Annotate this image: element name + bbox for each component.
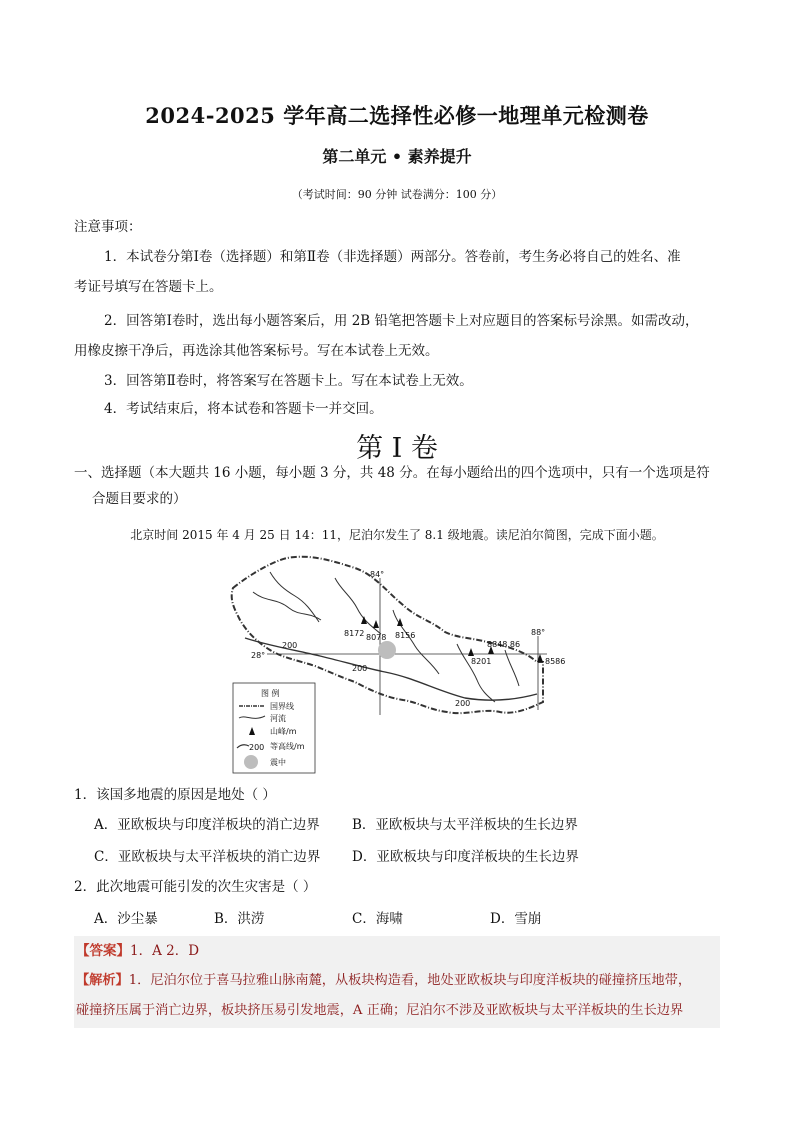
exam-meta: （考试时间：90 分钟 试卷满分：100 分） [291, 188, 503, 201]
answer-tag: 【答案】 [76, 943, 130, 959]
analysis-text-1: 1．尼泊尔位于喜马拉雅山脉南麓，从板块构造看，地处亚欧板块与印度洋板块的碰撞挤压地带， [128, 973, 692, 988]
peak-label: 8201 [471, 657, 492, 666]
peak-icon [397, 618, 403, 626]
notice-item-3: 3．回答第Ⅱ卷时，将答案写在答题卡上。写在本试卷上无效。 [104, 373, 473, 389]
notice-item-1-line-2: 考证号填写在答题卡上。 [74, 279, 223, 295]
legend-river-label: 河流 [270, 714, 286, 723]
analysis-line-2: 碰撞挤压属于消亡边界，板块挤压易引发地震，A 正确；尼泊尔不涉及亚欧板块与太平洋板块的生长边界 [76, 1003, 684, 1018]
exam-title: 2024-2025 学年高二选择性必修一地理单元检测卷 [145, 103, 649, 128]
contour-label: 200 [352, 664, 368, 673]
question-1-stem: 1．该国多地震的原因是地处（ ） [74, 787, 276, 803]
map-legend [233, 683, 315, 773]
notice-item-2-line-1: 2．回答第Ⅰ卷时，选出每小题答案后，用 2B 铅笔把答题卡上对应题目的答案标号涂黑。如需改动， [104, 313, 699, 329]
legend-border-label: 国界线 [270, 702, 294, 711]
contour-label: 200 [455, 699, 471, 708]
peak-label: 8172 [344, 629, 365, 638]
epicenter-marker [378, 641, 396, 659]
question-2-option-d: D．雪崩 [490, 911, 542, 927]
river-2 [270, 572, 319, 622]
question-2-option-a: A．沙尘暴 [94, 911, 158, 927]
question-2-option-c: C．海啸 [352, 911, 403, 927]
question-1-option-b: B．亚欧板块与太平洋板块的生长边界 [352, 817, 578, 833]
river-1 [253, 592, 321, 620]
question-1-option-c: C．亚欧板块与太平洋板块的消亡边界 [94, 849, 321, 865]
peak-label: 8848.86 [487, 640, 521, 649]
legend-epicenter-label: 震中 [270, 758, 286, 767]
legend-contour-value: 200 [249, 743, 265, 752]
lon-label-84: 84° [370, 570, 385, 579]
legend-peak-label: 山峰/m [270, 727, 297, 736]
question-2-option-b: B．洪涝 [214, 911, 265, 927]
unit-subtitle: 第二单元 • 素养提升 [322, 147, 472, 166]
question-1-option-a: A．亚欧板块与印度洋板块的消亡边界 [94, 817, 320, 833]
part-heading-line-1: 一、选择题（本大题共 16 小题，每小题 3 分，共 48 分。在每小题给出的四个选项中，只有一个选项是符 [74, 465, 710, 481]
part-heading-line-2: 合题目要求的） [92, 491, 187, 507]
notice-item-4: 4．考试结束后，将本试卷和答题卡一并交回。 [104, 401, 383, 417]
peak-label: 8078 [366, 633, 387, 642]
lon-label-88: 88° [531, 628, 546, 637]
nepal-map [225, 550, 565, 776]
contour-label: 200 [282, 641, 298, 650]
volume-heading: 第 I 卷 [356, 433, 438, 464]
question-intro: 北京时间 2015 年 4 月 25 日 14：11，尼泊尔发生了 8.1 级地震。读尼泊尔简图，完成下面小题。 [130, 528, 664, 542]
legend-epicenter-icon [244, 755, 258, 769]
legend-title: 图 例 [261, 689, 280, 698]
notice-item-2-line-2: 用橡皮擦干净后，再选涂其他答案标号。写在本试卷上无效。 [74, 343, 439, 359]
answer-line [76, 942, 199, 960]
peak-icon [468, 648, 474, 656]
notice-heading: 注意事项： [74, 219, 142, 235]
analysis-tag: 【解析】 [76, 973, 129, 988]
peak-icon [361, 616, 367, 624]
peak-label: 8586 [545, 657, 565, 666]
river-6 [505, 650, 519, 686]
answer-text: 1．A 2．D [130, 943, 200, 959]
lat-label-28: 28° [251, 651, 266, 660]
notice-item-1-line-1: 1．本试卷分第Ⅰ卷（选择题）和第Ⅱ卷（非选择题）两部分。答卷前，考生务必将自己的姓名、准 [104, 249, 681, 265]
question-1-option-d: D．亚欧板块与印度洋板块的生长边界 [352, 849, 579, 865]
analysis-line-1 [76, 972, 691, 990]
legend-contour-label: 等高线/m [270, 742, 305, 751]
question-2-stem: 2．此次地震可能引发的次生灾害是（ ） [74, 879, 317, 895]
peak-icon [373, 620, 379, 628]
peak-label: 8156 [395, 631, 416, 640]
